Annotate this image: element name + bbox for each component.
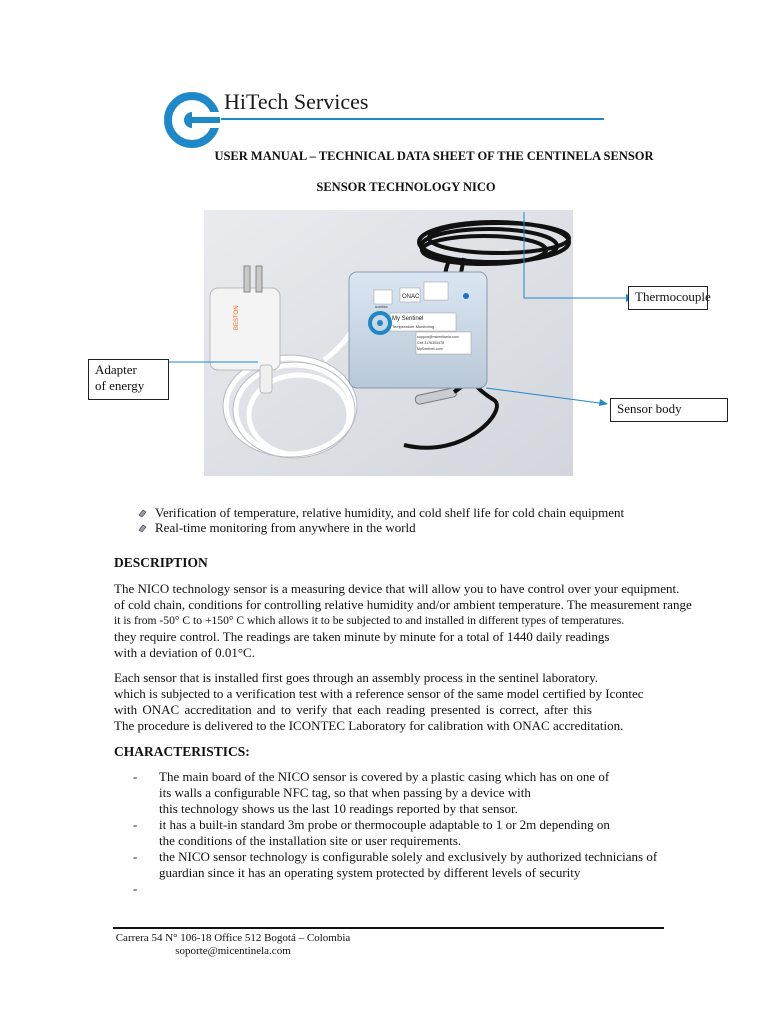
list-dash: -	[133, 881, 138, 896]
device-badge-onac: ONAC	[402, 294, 420, 300]
document-subtitle: SENSOR TECHNOLOGY NICO	[316, 180, 496, 194]
list-line: the conditions of the installation site or user requirements.	[159, 833, 462, 848]
list-item-empty	[133, 881, 693, 897]
bullet-diamond-icon	[137, 508, 147, 518]
footer-email: soporte@micentinela.com	[175, 945, 291, 957]
footer-address: Carrera 54 N° 106-18 Office 512 Bogotá – Colombia	[115, 932, 351, 944]
paragraph-line: with a deviation of 0.01°C.	[114, 645, 255, 660]
paragraph-line: Each sensor that is installed first goes through an assembly process in the sentinel laboratory.	[114, 670, 599, 685]
callout-adapter-line1: Adapter	[95, 362, 137, 377]
paragraph-line: with ONAC accreditation and to verify that each reading presented is correct, after this	[114, 702, 592, 717]
callout-adapter-line2: of energy	[95, 378, 145, 393]
characteristics-list	[133, 769, 693, 897]
callout-adapter	[88, 359, 169, 400]
brand-name: HiTech Services	[224, 89, 369, 114]
paragraph-line: it is from -50° C to +150° C which allows it to be subjected to and installed in different types of temperatures.	[114, 614, 625, 627]
document-title: USER MANUAL – TECHNICAL DATA SHEET OF THE CENTINELA SENSOR	[214, 149, 654, 163]
list-line: its walls a configurable NFC tag, so that when passing by a device with	[159, 785, 531, 800]
list-dash: -	[133, 769, 138, 784]
device-contact-web: MySentinel.com	[417, 347, 443, 351]
footer-rule	[113, 927, 664, 929]
list-dash: -	[133, 817, 138, 832]
description-paragraph-2	[114, 670, 714, 734]
list-item	[133, 849, 693, 881]
list-line: it has a built-in standard 3m probe or thermocouple adaptable to 1 or 2m depending on	[159, 817, 610, 832]
device-badge-icontec: icontec	[375, 304, 388, 309]
product-photo	[204, 210, 573, 476]
callout-thermocouple: Thermocouple	[628, 286, 708, 310]
brand-underline	[221, 118, 604, 120]
company-logo	[164, 92, 220, 148]
list-line: this technology shows us the last 10 readings reported by that sensor.	[159, 801, 518, 816]
description-paragraph-1	[114, 581, 714, 661]
list-dash: -	[133, 849, 138, 864]
list-line: the NICO sensor technology is configurable solely and exclusively by authorized technicians of	[159, 849, 658, 864]
device-label-subtitle: Temperature Monitoring	[392, 324, 435, 329]
list-item	[133, 817, 693, 849]
device-contact-phone: Cell 3176305478	[417, 341, 445, 345]
device-contact-email: support@micentinela.com	[417, 335, 459, 339]
list-item	[133, 769, 693, 817]
bullet-item	[137, 505, 624, 521]
paragraph-line: they require control. The readings are taken minute by minute for a total of 1440 daily readings	[114, 629, 610, 644]
description-heading: DESCRIPTION	[114, 555, 208, 570]
list-line: The main board of the NICO sensor is covered by a plastic casing which has on one of	[159, 769, 610, 784]
bullet-diamond-icon	[137, 523, 147, 533]
paragraph-line: of cold chain, conditions for controlling relative humidity and/or ambient temperature. The measurement range	[114, 597, 692, 612]
paragraph-line: The NICO technology sensor is a measuring device that will allow you to have control over your equipment.	[114, 581, 680, 596]
bullet-text: Verification of temperature, relative humidity, and cold shelf life for cold chain equipment	[155, 505, 625, 520]
bullet-item	[137, 520, 416, 536]
characteristics-heading: CHARACTERISTICS:	[114, 744, 250, 759]
device-label-title: My Sentinel	[392, 316, 424, 322]
list-line: guardian since it has an operating system protected by different levels of security	[159, 865, 581, 880]
bullet-text: Real-time monitoring from anywhere in the world	[155, 520, 416, 535]
paragraph-line: The procedure is delivered to the ICONTEC Laboratory for calibration with ONAC accreditation.	[114, 718, 624, 733]
paragraph-line: which is subjected to a verification test with a reference sensor of the same model certified by Icontec	[114, 686, 644, 701]
callout-sensor-body: Sensor body	[610, 398, 728, 422]
charger-brand: BESTON	[234, 305, 240, 330]
